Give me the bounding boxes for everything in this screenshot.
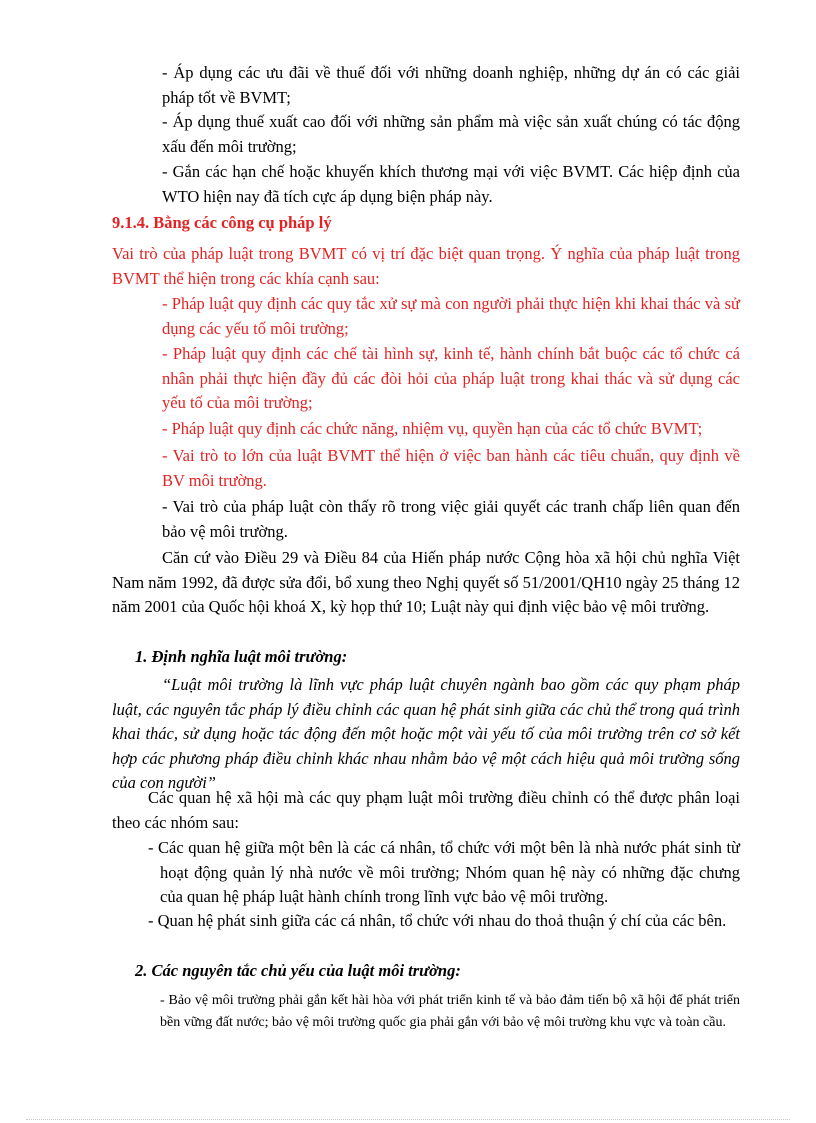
intro-bullet-3: - Gắn các hạn chế hoặc khuyến khích thương mại với việc BVMT. Các hiệp định của WTO hiện nay đã tích cực áp dụng biện pháp này.	[162, 162, 740, 206]
intro-bullet-1: - Áp dụng các ưu đãi về thuế đối với những doanh nghiệp, những dự án có các giải pháp tốt về BVMT;	[162, 63, 740, 107]
law-bullet-4: - Vai trò to lớn của luật BVMT thể hiện ở việc ban hành các tiêu chuẩn, quy định về BV môi trường.	[162, 446, 740, 490]
section-heading: 9.1.4. Bằng các công cụ pháp lý	[112, 213, 332, 232]
section-intro: Vai trò của pháp luật trong BVMT có vị trí đặc biệt quan trọng. Ý nghĩa của pháp luật trong BVMT thể hiện trong các khía cạnh sau:	[112, 244, 740, 288]
relations-bullet-2: - Quan hệ phát sinh giữa các cá nhân, tổ chức với nhau do thoả thuận ý chí của các bên.	[148, 911, 727, 930]
relations-intro: Các quan hệ xã hội mà các quy phạm luật môi trường điều chỉnh có thể được phân loại theo các nhóm sau:	[112, 788, 740, 832]
constitution-paragraph: Căn cứ vào Điều 29 và Điều 84 của Hiến pháp nước Cộng hòa xã hội chủ nghĩa Việt Nam năm 1992, đã được sửa đổi, bổ xung theo Nghị quyết số 51/2001/QH10 ngày 25 tháng 12 năm 2001 của Quốc hội khoá X, kỳ họp thứ 10; Luật này qui định việc bảo vệ môi trường.	[112, 548, 740, 616]
page-bottom-rule	[26, 1119, 790, 1120]
principle-bullet-1: - Bảo vệ môi trường phải gắn kết hài hòa với phát triển kinh tế và bảo đảm tiến bộ xã hội để phát triển bền vững đất nước; bảo vệ môi trường quốc gia phải gắn với bảo vệ môi trường khu vực và toàn cầu.	[160, 993, 740, 1030]
law-bullet-1: - Pháp luật quy định các quy tắc xử sự mà con người phải thực hiện khi khai thác và sử dụng các yếu tố môi trường;	[162, 294, 740, 338]
law-bullet-5: - Vai trò của pháp luật còn thấy rõ trong việc giải quyết các tranh chấp liên quan đến bảo vệ môi trường.	[162, 497, 740, 541]
heading-principles: 2. Các nguyên tắc chủ yếu của luật môi trường:	[135, 961, 461, 980]
law-bullet-2: - Pháp luật quy định các chế tài hình sự, kinh tế, hành chính bắt buộc các tổ chức cá nhân phải thực hiện đầy đủ các đòi hỏi của pháp luật trong khai thác và sử dụng các yếu tố của môi trường;	[162, 344, 740, 412]
heading-definition: 1. Định nghĩa luật môi trường:	[135, 647, 348, 666]
law-bullet-3: - Pháp luật quy định các chức năng, nhiệm vụ, quyền hạn của các tổ chức BVMT;	[162, 419, 703, 438]
definition-quote: “Luật môi trường là lĩnh vực pháp luật chuyên ngành bao gồm các quy phạm pháp luật, các nguyên tắc pháp lý điều chỉnh các quan hệ phát sinh giữa các chủ thể trong quá trình khai thác, sử dụng hoặc tác động đến một hoặc một vài yếu tố của môi trường trên cơ sở kết hợp các phương pháp điều chỉnh khác nhau nhằm bảo vệ một cách hiệu quả môi trường sống của con người”	[112, 675, 740, 792]
relations-bullet-1: - Các quan hệ giữa một bên là các cá nhân, tổ chức với một bên là nhà nước phát sinh từ hoạt động quản lý nhà nước về môi trường; Nhóm quan hệ này có những đặc chưng của quan hệ pháp luật hành chính trong lĩnh vực bảo vệ môi trường.	[148, 838, 740, 906]
intro-bullet-2: - Áp dụng thuế xuất cao đối với những sản phẩm mà việc sản xuất chúng có tác động xấu đến môi trường;	[162, 112, 740, 156]
